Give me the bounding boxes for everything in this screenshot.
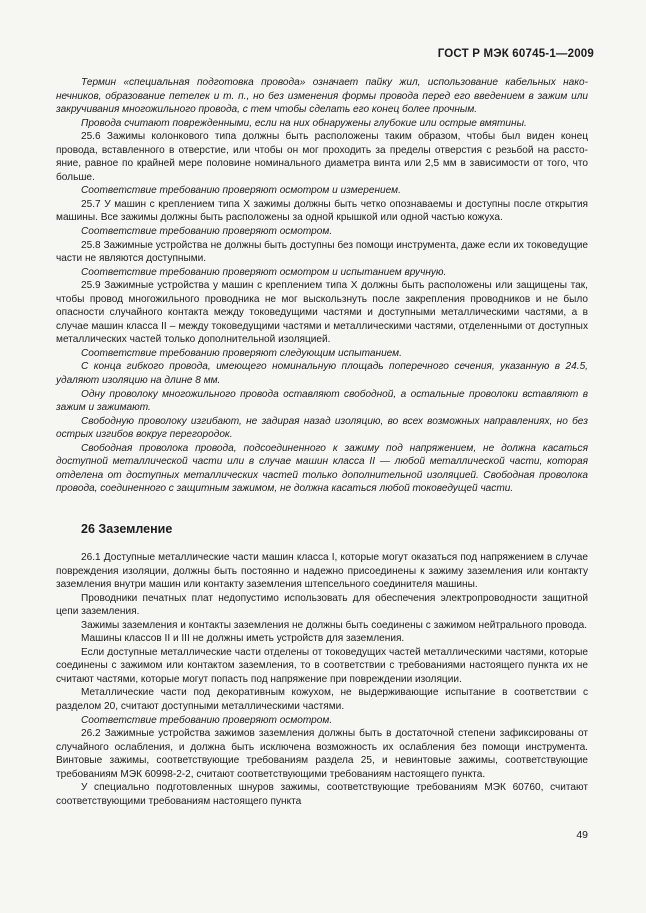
paragraph-decorative-cover: Металлические части под декоративным кожухом, не выдерживающие испытание в соответствии с разделом 20, считают доступными металлическими частями.	[56, 687, 588, 713]
compliance-note-26-1: Соответствие требованию проверяют осмотром.	[81, 714, 333, 726]
test-step-strip-insulation: С конца гибкого провода, имеющего номинальную площадь поперечного сечения, указанную в 24.5, удаляют изоляцию на длине 8 мм.	[56, 361, 588, 387]
paragraph-26-1: 26.1 Доступные металлические части машин класса I, которые могут оказаться под напряжением в случае повреждения изоляции, должны быть постоянно и надежно присоединены к зажиму заземления или контакту заземления внутри машин или контакту заземления штепсельного соединителя машины.	[56, 552, 588, 591]
compliance-note-following-test: Соответствие требованию проверяют следующим испытанием.	[81, 347, 402, 359]
section-26-heading: 26 Заземление	[81, 522, 173, 536]
compliance-note-inspection: Соответствие требованию проверяют осмотром.	[81, 226, 333, 238]
section-26-text	[56, 551, 588, 808]
paragraph-damaged-conductors: Провода считают поврежденными, если на них обнаружены глубокие или острые вмятины.	[81, 117, 527, 129]
test-step-free-wire: Одну проволоку многожильного провода оставляют свободной, а остальные проволоки вставляют в зажим и зажимают.	[56, 388, 588, 414]
page-number: 49	[576, 829, 588, 841]
standard-header: ГОСТ Р МЭК 60745-1—2009	[437, 48, 594, 60]
paragraph-class-ii-iii: Машины классов II и III не должны иметь устройств для заземления.	[81, 633, 405, 645]
paragraph-25-6: 25.6 Зажимы колонкового типа должны быть расположены таким образом, чтобы был виден конец провода, вставленного в отверстие, или чтобы он мог проходить за пределы отверстия с резьбой на расстояние, равное по крайней мере половине номинального диаметра винта или 2,5 мм в зависимости от того, что больше.	[56, 131, 588, 183]
paragraph-25-8: 25.8 Зажимные устройства не должны быть доступны без помощи инструмента, даже если их токоведущие части не являются доступными.	[56, 239, 588, 265]
paragraph-25-7: 25.7 У машин с креплением типа X зажимы должны быть четко опознаваемы и доступны после открытия машины. Все зажимы должны быть расположены за одной крышкой или одной частью кожуха.	[56, 198, 588, 224]
compliance-note-inspection-measurement: Соответствие требованию проверяют осмотром и измерением.	[81, 185, 401, 197]
paragraph-25-9: 25.9 Зажимные устройства у машин с креплением типа X должны быть расположены или защищены так, чтобы провод многожильного проводника не мог выскользнуть после закрепления проводников и не было опасности случайного контакта между токоведущими частями и доступными металлическими частями, а в случае машин класса II – между токоведущими частями и металлическими частями, отделенными от доступных металлических частей только дополнительной изоляцией.	[56, 280, 588, 346]
paragraph-prepared-cords: У специально подготовленных шнуров зажимы, соответствующие требованиям МЭК 60760, считают соответствующими требованиям настоящего пункта	[56, 782, 588, 807]
compliance-note-manual-test: Соответствие требованию проверяют осмотром и испытанием вручную.	[81, 266, 447, 278]
paragraph-pcb-conductors: Проводники печатных плат недопустимо использовать для обеспечения электропроводности защитной цепи заземления.	[56, 592, 588, 618]
test-step-bend-wire: Свободную проволоку изгибают, не задирая назад изоляцию, во всех возможных направлениях, но без острых изгибов вокруг перегородок.	[56, 415, 588, 441]
paragraph-neutral-terminal: Зажимы заземления и контакты заземления не должны быть соединены с зажимом нейтрального провода.	[81, 619, 588, 631]
clause-25-text	[56, 76, 588, 496]
paragraph-separated-parts: Если доступные металлические части отделены от токоведущих частей металлическими частями, которые соединены с зажимом или контактом заземления, то в соответствии с требованиями настоящего пункта их не считают частями, которые могут попасть под напряжение при повреждении изоляции.	[56, 646, 588, 685]
paragraph-26-2: 26.2 Зажимные устройства зажимов заземления должны быть в достаточной степени зафиксированы от случайного ослабления, и должна быть исключена возможность их ослабления без помощи инструмента. Винтовые зажимы, соответствующие требованиям раздела 25, и невинтовые зажимы, соответствующие требованиям МЭК 60998-2-2, считают соответствующими требованиям настоящего пункта.	[56, 728, 588, 780]
paragraph-special-preparation-definition: Термин «специальная подготовка провода» означает пайку жил, использование кабельных наконечников, образование петелек и т. п., но без изменения формы провода перед его введением в зажим или закручивания многожильного провода, с тем чтобы сделать его конец более прочным.	[56, 77, 588, 116]
test-step-requirement: Свободная проволока провода, подсоединенного к зажиму под напряжением, не должна касаться доступной металлической части или в случае машин класса II — любой металлической части, которая отделена от доступных металлических частей только дополнительной изоляцией. Свободная проволока провода, соединенного с защитным зажимом, не должна касаться любой токоведущей части.	[56, 442, 588, 495]
